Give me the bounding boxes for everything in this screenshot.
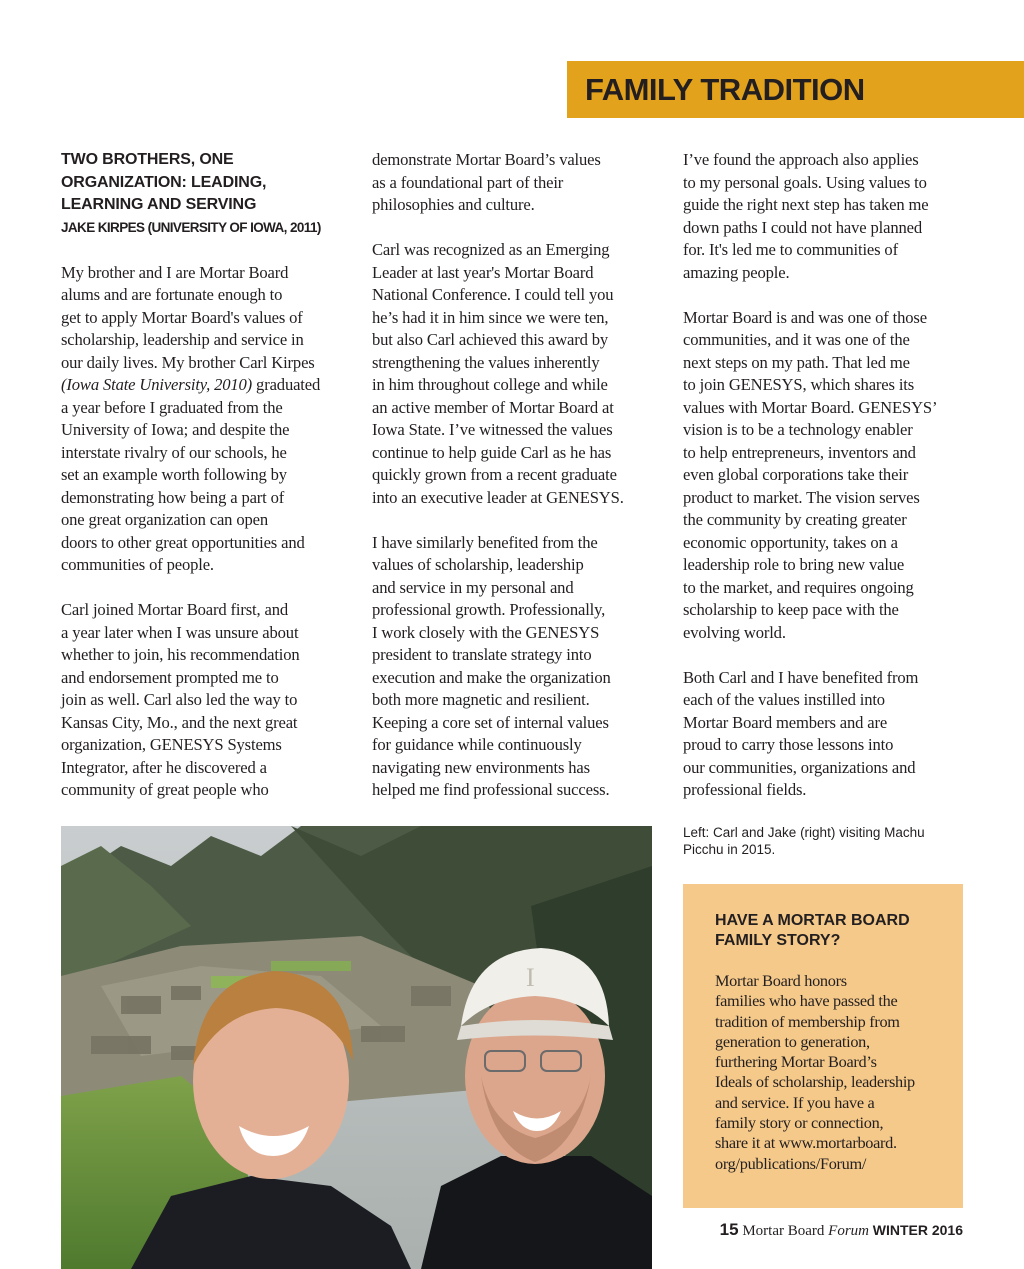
- svg-text:I: I: [526, 963, 535, 992]
- family-story-sidebar: [683, 884, 963, 1208]
- sidebar-heading-line: HAVE A MORTAR BOARD: [715, 912, 910, 929]
- text-line: each of the values instilled into: [683, 690, 885, 709]
- text-line: into an executive leader at GENESYS.: [372, 487, 624, 507]
- sidebar-line: Mortar Board honors: [715, 971, 847, 990]
- text-line: Both Carl and I have benefited from: [683, 667, 919, 687]
- sidebar-line: tradition of membership from: [715, 1011, 900, 1031]
- paragraph: [372, 532, 657, 802]
- text-line: Mortar Board members and are: [683, 712, 888, 732]
- text-line: to the market, and requires ongoing: [683, 577, 914, 597]
- text-line: an active member of Mortar Board at: [372, 397, 614, 417]
- headline-line: ORGANIZATION: LEADING,: [61, 173, 267, 191]
- text-line: demonstrating how being a part of: [61, 487, 285, 507]
- text-line: alums and are fortunate enough to: [61, 285, 283, 304]
- headline-line: TWO BROTHERS, ONE: [61, 151, 234, 168]
- text-line: Iowa State. I’ve witnessed the values: [372, 420, 613, 439]
- text-line: I work closely with the GENESYS: [372, 622, 600, 642]
- paragraph: [61, 262, 346, 577]
- text-line: evolving world.: [683, 622, 786, 642]
- section-banner: FAMILY TRADITION: [567, 61, 1024, 118]
- text-line: next steps on my path. That led me: [683, 352, 910, 372]
- text-line: join as well. Carl also led the way to: [61, 690, 298, 709]
- sidebar-line: org/publications/Forum/: [715, 1153, 867, 1173]
- text-line: Carl joined Mortar Board first, and: [61, 600, 289, 619]
- text-line: quickly grown from a recent graduate: [372, 465, 617, 484]
- publication-name-italic: Forum: [828, 1223, 869, 1239]
- text-line: a year later when I was unsure about: [61, 622, 299, 642]
- text-line: down paths I could not have planned: [683, 217, 922, 237]
- sidebar-line: families who have passed the: [715, 991, 898, 1011]
- text-line: to help entrepreneurs, inventors and: [683, 442, 916, 462]
- text-line: National Conference. I could tell you: [372, 285, 614, 304]
- text-line: communities, and it was one of the: [683, 330, 910, 349]
- text-line: professional growth. Professionally,: [372, 600, 606, 619]
- sidebar-line: share it at www.mortarboard.: [715, 1133, 897, 1153]
- text-line: philosophies and culture.: [372, 195, 535, 214]
- text-line: strengthening the values inherently: [372, 352, 600, 372]
- paragraph: [683, 667, 973, 802]
- text-line: values of scholarship, leadership: [372, 555, 584, 574]
- text-line: a year before I graduated from the: [61, 397, 283, 417]
- text-line: helped me find professional success.: [372, 780, 610, 799]
- sidebar-line: Ideals of scholarship, leadership: [715, 1072, 915, 1092]
- headline-line: LEARNING AND SERVING: [61, 196, 257, 213]
- text-line: University of Iowa; and despite the: [61, 420, 290, 439]
- paragraph: [683, 307, 973, 645]
- text-line: leadership role to bring new value: [683, 555, 905, 574]
- text-line: for guidance while continuously: [372, 735, 582, 754]
- text-line: Keeping a core set of internal values: [372, 712, 609, 732]
- text-line: both more magnetic and resilient.: [372, 690, 590, 709]
- text-line: he’s had it in him since we were ten,: [372, 307, 609, 327]
- text-line: communities of people.: [61, 555, 214, 574]
- text-line: organization, GENESYS Systems: [61, 735, 282, 754]
- issue-label: WINTER 2016: [872, 1222, 963, 1238]
- publication-name: Mortar Board: [742, 1223, 825, 1239]
- text-line: even global corporations take their: [683, 465, 909, 484]
- text-line: the community by creating greater: [683, 510, 907, 529]
- text-line: economic opportunity, takes on a: [683, 532, 898, 552]
- article-column-1: [61, 149, 346, 824]
- text-line: get to apply Mortar Board's values of: [61, 307, 303, 327]
- text-line: doors to other great opportunities and: [61, 532, 305, 552]
- paragraph: [683, 149, 973, 284]
- text-line: interstate rivalry of our schools, he: [61, 442, 287, 462]
- text-line: navigating new environments has: [372, 757, 590, 777]
- text-line: in him throughout college and while: [372, 375, 608, 394]
- photo-illustration: [61, 826, 652, 1269]
- text-line: [61, 374, 346, 397]
- school-italic: (Iowa State University, 2010): [61, 375, 253, 394]
- text-line: to my personal goals. Using values to: [683, 172, 927, 192]
- sidebar-line: family story or connection,: [715, 1113, 884, 1133]
- text-line: I have similarly benefited from the: [372, 532, 598, 552]
- text-line: and service in my personal and: [372, 577, 574, 597]
- text-fragment: graduated: [252, 375, 321, 394]
- text-line: My brother and I are Mortar Board: [61, 262, 289, 282]
- text-line: proud to carry those lessons into: [683, 735, 894, 754]
- page-number: 15: [719, 1220, 739, 1239]
- text-line: product to market. The vision serves: [683, 487, 920, 507]
- text-line: continue to help guide Carl as he has: [372, 442, 612, 462]
- text-line: community of great people who: [61, 780, 269, 799]
- sidebar-line: generation to generation,: [715, 1031, 870, 1051]
- text-line: Kansas City, Mo., and the next great: [61, 712, 298, 732]
- text-line: president to translate strategy into: [372, 645, 592, 664]
- text-line: one great organization can open: [61, 510, 268, 529]
- article-column-2: [372, 149, 657, 824]
- sidebar-heading: [715, 911, 943, 951]
- text-line: for. It's led me to communities of: [683, 240, 898, 259]
- paragraph: [372, 239, 657, 509]
- text-line: scholarship, leadership and service in: [61, 330, 304, 349]
- text-line: guide the right next step has taken me: [683, 195, 929, 214]
- article-headline: [61, 149, 346, 217]
- text-line: execution and make the organization: [372, 667, 611, 687]
- photo-caption: Left: Carl and Jake (right) visiting Machu Picchu in 2015.: [683, 825, 925, 857]
- text-line: Integrator, after he discovered a: [61, 757, 267, 777]
- paragraph: [61, 599, 346, 802]
- text-line: Leader at last year's Mortar Board: [372, 262, 594, 282]
- text-line: scholarship to keep pace with the: [683, 600, 899, 619]
- text-line: Mortar Board is and was one of those: [683, 307, 927, 327]
- text-line: whether to join, his recommendation: [61, 645, 300, 664]
- text-line: as a foundational part of their: [372, 172, 564, 192]
- paragraph: [372, 149, 657, 217]
- page-footer: [720, 1219, 963, 1242]
- article-byline: JAKE KIRPES (UNIVERSITY OF IOWA, 2011): [61, 219, 321, 235]
- text-line: our communities, organizations and: [683, 757, 916, 777]
- article-column-3: [683, 149, 973, 824]
- text-line: professional fields.: [683, 780, 807, 799]
- text-line: vision is to be a technology enabler: [683, 420, 913, 439]
- text-line: but also Carl achieved this award by: [372, 330, 609, 349]
- sidebar-line: furthering Mortar Board’s: [715, 1052, 877, 1072]
- text-line: set an example worth following by: [61, 465, 287, 484]
- sidebar-heading-line: FAMILY STORY?: [715, 932, 841, 949]
- sidebar-body: [715, 971, 943, 1174]
- text-line: values with Mortar Board. GENESYS’: [683, 397, 938, 417]
- text-line: our daily lives. My brother Carl Kirpes: [61, 352, 315, 372]
- text-line: I’ve found the approach also applies: [683, 150, 919, 169]
- machu-picchu-photo: [61, 826, 652, 1269]
- sidebar-line: and service. If you have a: [715, 1092, 875, 1112]
- text-line: amazing people.: [683, 262, 790, 282]
- text-line: and endorsement prompted me to: [61, 667, 279, 687]
- text-line: Carl was recognized as an Emerging: [372, 240, 610, 259]
- text-line: to join GENESYS, which shares its: [683, 375, 915, 394]
- text-line: demonstrate Mortar Board’s values: [372, 150, 601, 169]
